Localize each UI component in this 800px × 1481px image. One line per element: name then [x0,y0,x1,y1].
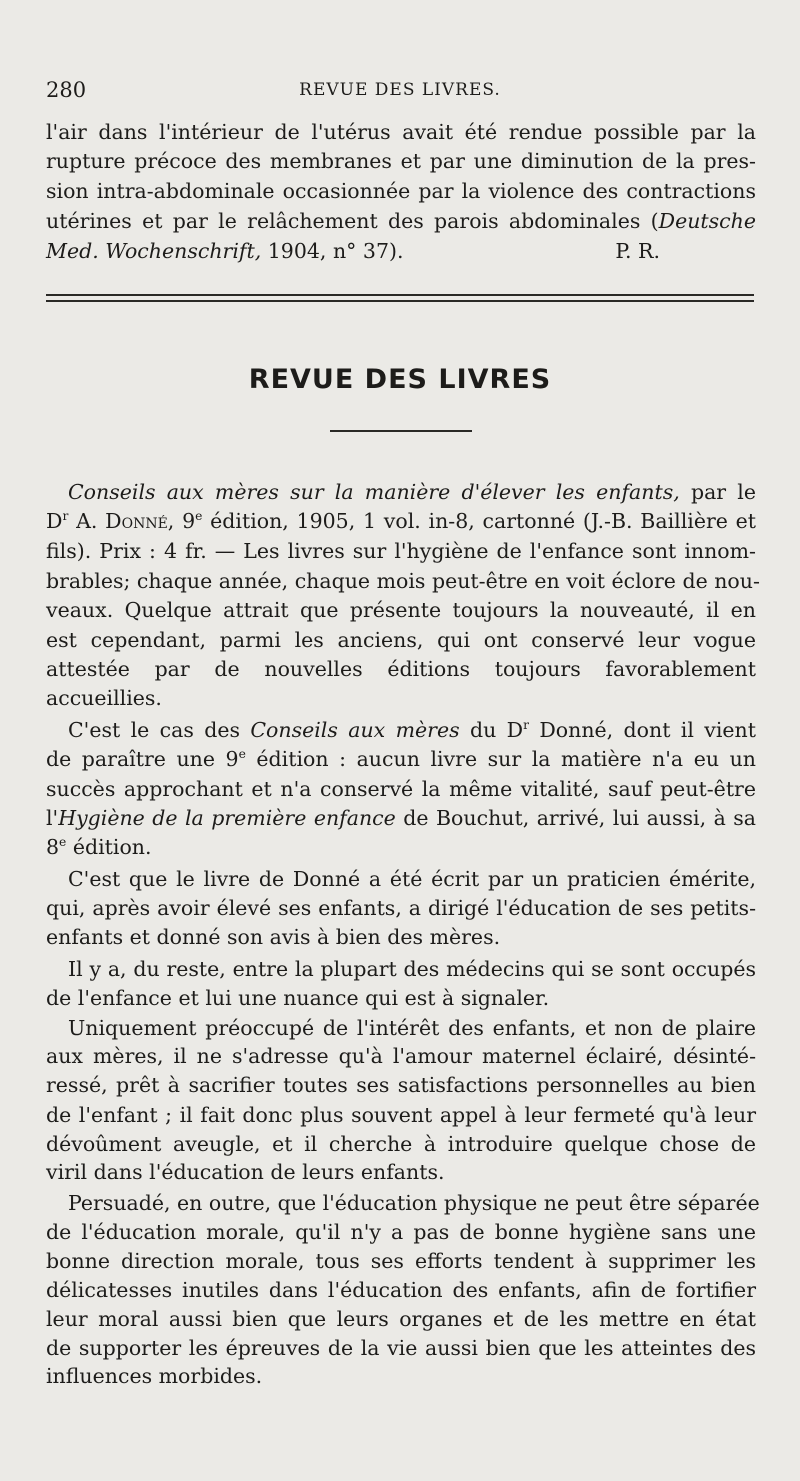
superscript: r [62,509,69,524]
text-span: l' [46,806,59,830]
text-span: de Bouchut, arrivé, lui aussi, à sa [395,806,757,830]
text-line: ressé, prêt à sacrifier toutes ses satisfactions personnelles au bien [46,1073,756,1097]
text-line [68,478,756,507]
journal-title: Deutsche [658,209,756,233]
text-line: l'air dans l'intérieur de l'utérus avait été rendue possible par la [46,120,756,144]
book-title: Hygiène de la première enfance [58,806,396,830]
superscript: e [195,509,203,524]
text-line [68,716,756,745]
running-title: REVUE DES LIVRES. [299,80,501,100]
section-title: REVUE DES LIVRES [248,364,552,395]
text-span: édition, 1905, 1 vol. in-8, cartonné (J.-B. Baillière et [202,509,756,533]
text-line: est cependant, parmi les anciens, qui ont conservé leur vogue [46,628,756,652]
text-span: édition. [66,835,152,859]
text-line: fils). Prix : 4 fr. — Les livres sur l'hygiène de l'enfance sont innom- [46,539,756,563]
text-line: influences morbides. [46,1364,263,1388]
text-line: succès approchant et n'a conservé la même vitalité, sauf peut-être [46,777,756,801]
text-line: rupture précoce des membranes et par une diminution de la pres- [46,149,756,173]
text-span: de paraître une 9 [46,747,239,771]
page-header [46,78,754,104]
text-line [46,207,756,236]
text-line: bonne direction morale, tous ses efforts tendent à supprimer les [46,1249,756,1273]
text-line: Uniquement préoccupé de l'intérêt des enfants, et non de plaire [68,1016,756,1040]
page-number: 280 [46,78,87,102]
text-line: accueillies. [46,686,162,710]
text-line: sion intra-abdominale occasionnée par la violence des contractions [46,179,756,203]
text-span: édition : aucun livre sur la matière n'a eu un [245,747,757,771]
book-title: Conseils aux mères [250,718,460,742]
text-line [46,507,756,536]
book-title: Conseils aux mères sur la manière d'élever les enfants, [68,480,680,504]
text-line: viril dans l'éducation de leurs enfants. [46,1160,445,1184]
text-line: veaux. Quelque attrait que présente toujours la nouveauté, il en [46,598,756,622]
superscript: r [523,718,529,733]
text-line: enfants et donné son avis à bien des mères. [46,925,501,949]
text-line: leur moral aussi bien que leurs organes et de les mettre en état [46,1307,756,1331]
superscript: e [59,835,67,850]
journal-title: Med. Wochenschrift, [46,239,262,263]
text-span: D [46,509,63,533]
text-line: de l'enfance et lui une nuance qui est à signaler. [46,986,550,1010]
text-span: C'est le cas des [68,718,251,742]
text-span: du D [459,718,524,742]
text-line: dévoûment aveugle, et il cherche à introduire quelque chose de [46,1132,756,1156]
text-line: de supporter les épreuves de la vie aussi bien que les atteintes des [46,1336,756,1360]
text-line: Il y a, du reste, entre la plupart des médecins qui se sont occupés [68,957,756,981]
text-line: Persuadé, en outre, que l'éducation physique ne peut être séparée [68,1191,760,1215]
superscript: e [238,747,246,762]
text-line: délicatesses inutiles dans l'éducation des enfants, afin de fortifier [46,1278,756,1302]
text-line: attestée par de nouvelles éditions toujours favorablement [46,657,756,681]
title-underline [330,430,472,432]
text-line: de l'enfant ; il fait donc plus souvent appel à leur fermeté qu'à leur [46,1103,756,1127]
text-span: par le [679,480,756,504]
review-signature: P. R. [615,239,660,263]
text-line: qui, après avoir élevé ses enfants, a dirigé l'éducation de ses petits- [46,896,756,920]
text-line [46,804,756,833]
double-rule-top [46,294,754,296]
text-span: 8 [46,835,60,859]
text-line: de l'éducation morale, qu'il n'y a pas de bonne hygiène sans une [46,1220,756,1244]
text-line [46,833,756,862]
text-span: Donné, dont il vient [528,718,756,742]
double-rule-bottom [46,300,754,302]
text-line: C'est que le livre de Donné a été écrit par un praticien émérite, [68,867,756,891]
text-line [46,745,756,774]
text-span: utérines et par le relâchement des parois abdominales ( [46,209,659,233]
text-line: brables; chaque année, chaque mois peut-être en voit éclore de nou- [46,569,760,593]
text-span: 1904, n° 37). [261,239,404,263]
text-span: 9 [174,509,196,533]
text-line: aux mères, il ne s'adresse qu'à l'amour maternel éclairé, désinté- [46,1044,756,1068]
author-name: A. Donné, [68,509,175,533]
